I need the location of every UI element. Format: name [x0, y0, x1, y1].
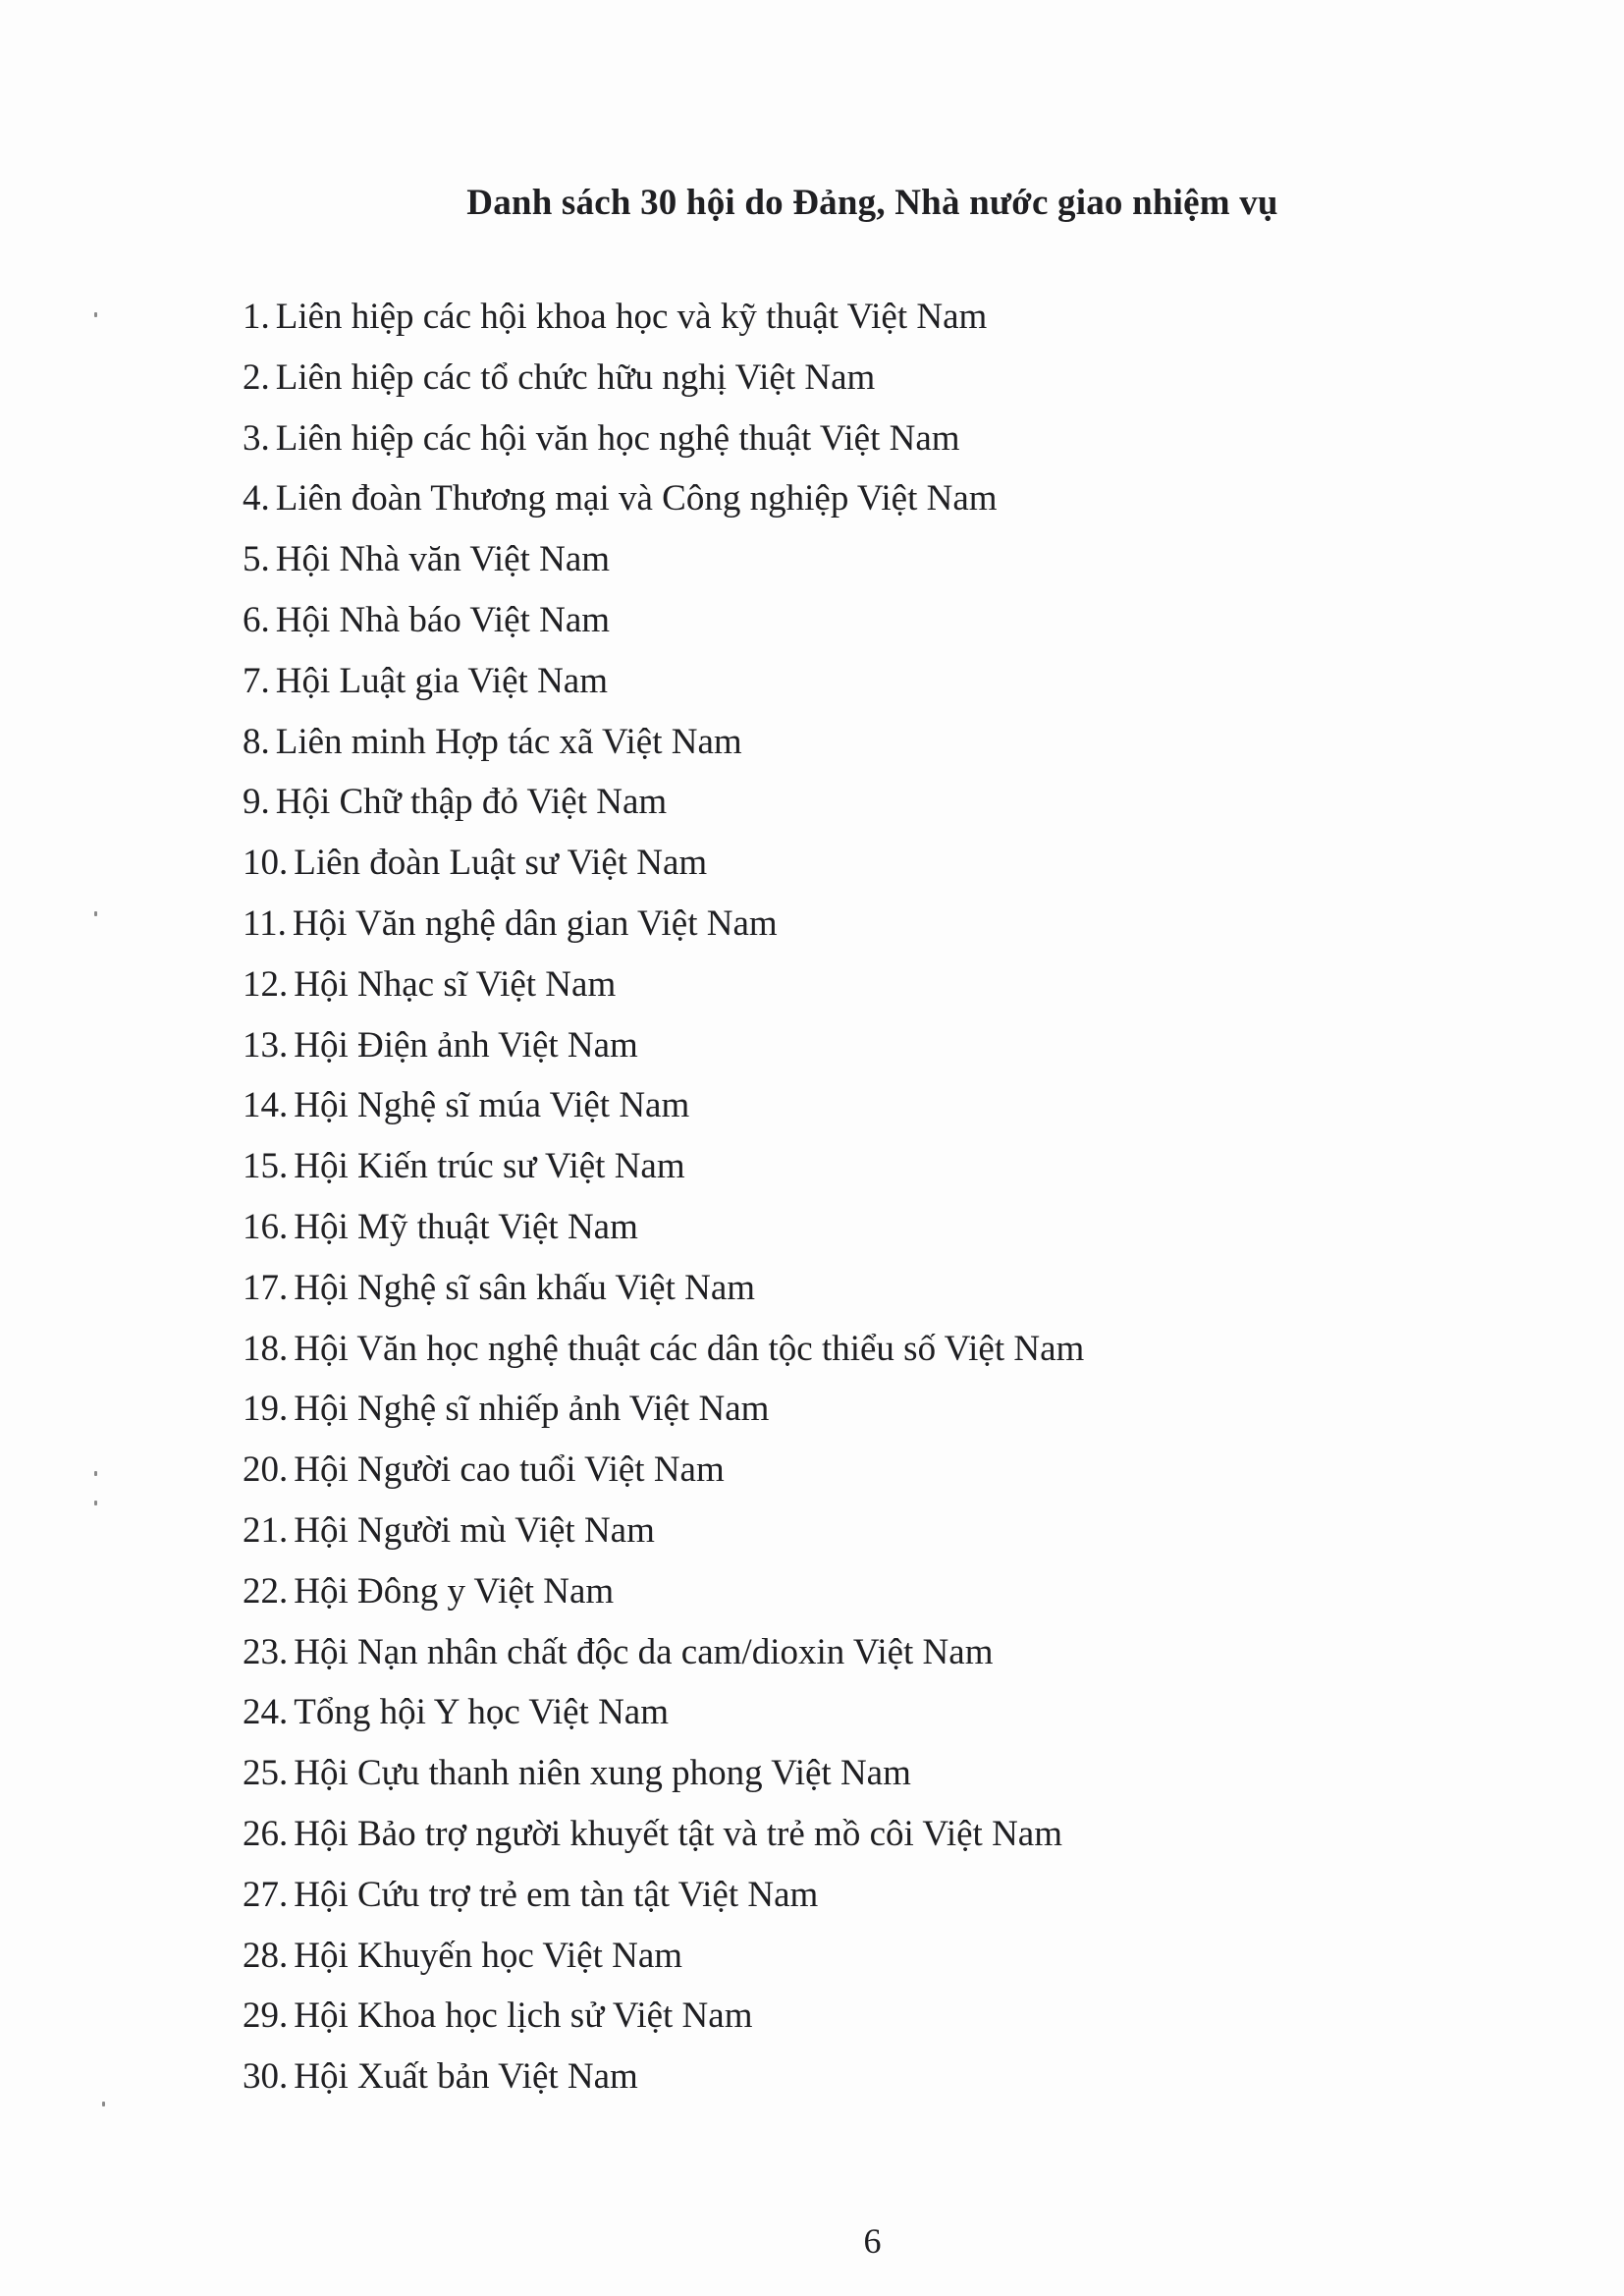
page-number: 6 [863, 2221, 882, 2261]
list-item [243, 1743, 1084, 1804]
list-item-number: 12. [243, 963, 289, 1005]
list-item [243, 1804, 1084, 1865]
list-item-number: 14. [243, 1085, 289, 1126]
list-item [243, 894, 1084, 955]
list-item-text: Hội Khuyến học Việt Nam [294, 1935, 683, 1976]
list-item-number: 10. [243, 843, 289, 884]
list-item-number: 15. [243, 1146, 289, 1187]
list-item [243, 1682, 1084, 1743]
list-item [243, 833, 1084, 894]
list-item [243, 1075, 1084, 1136]
list-item [243, 1379, 1084, 1440]
list-item-number: 19. [243, 1389, 289, 1430]
list-item-number: 8. [243, 721, 270, 762]
list-item-number: 6. [243, 599, 270, 640]
list-item-text: Hội Luật gia Việt Nam [275, 660, 608, 701]
list-item-number: 27. [243, 1874, 289, 1915]
list-item [243, 651, 1084, 712]
scan-speck [94, 911, 97, 916]
list-item-number: 3. [243, 417, 270, 459]
list-item-number: 21. [243, 1509, 289, 1551]
list-item [243, 1015, 1084, 1076]
list-item [243, 1926, 1084, 1987]
list-item-text: Hội Văn nghệ dân gian Việt Nam [292, 902, 778, 944]
list-item-number: 5. [243, 539, 270, 580]
list-item-text: Hội Nhà báo Việt Nam [275, 599, 611, 640]
list-item [243, 590, 1084, 651]
list-item-number: 16. [243, 1206, 289, 1247]
scan-speck [94, 312, 97, 317]
list-item [243, 1136, 1084, 1197]
list-item-number: 25. [243, 1753, 289, 1794]
list-item [243, 529, 1084, 590]
list-item [243, 1319, 1084, 1380]
list-item-number: 4. [243, 478, 270, 519]
list-item-text: Hội Chữ thập đỏ Việt Nam [275, 782, 668, 823]
list-item-text: Hội Nạn nhân chất độc da cam/dioxin Việt Nam [294, 1631, 994, 1672]
list-item-text: Hội Kiến trúc sư Việt Nam [294, 1146, 685, 1187]
list-item [243, 409, 1084, 469]
list-item-number: 7. [243, 660, 270, 701]
list-item-text: Liên hiệp các tổ chức hữu nghị Việt Nam [275, 356, 876, 398]
list-item [243, 1197, 1084, 1258]
list-item-text: Hội Nhạc sĩ Việt Nam [294, 963, 617, 1005]
list-item-number: 26. [243, 1813, 289, 1854]
list-item-text: Hội Khoa học lịch sử Việt Nam [294, 1995, 753, 2037]
scan-speck [102, 2102, 105, 2106]
list-item-number: 30. [243, 2056, 289, 2098]
list-item-text: Liên đoàn Luật sư Việt Nam [294, 843, 708, 884]
list-item-text: Hội Người cao tuổi Việt Nam [294, 1449, 725, 1491]
list-item-text: Hội Nghệ sĩ nhiếp ảnh Việt Nam [294, 1389, 770, 1430]
list-item [243, 287, 1084, 348]
list-item-text: Tổng hội Y học Việt Nam [294, 1692, 670, 1733]
list-item-number: 1. [243, 297, 270, 337]
list-item-number: 13. [243, 1024, 289, 1066]
list-item-number: 17. [243, 1267, 289, 1308]
list-item-number: 2. [243, 356, 270, 398]
list-item-text: Hội Nhà văn Việt Nam [275, 539, 611, 580]
list-item [243, 1561, 1084, 1622]
list-item [243, 348, 1084, 409]
list-item-text: Hội Người mù Việt Nam [294, 1509, 655, 1551]
list-item [243, 1622, 1084, 1683]
scan-speck [94, 1501, 97, 1505]
list-item-text: Hội Cứu trợ trẻ em tàn tật Việt Nam [294, 1874, 819, 1915]
list-item-text: Hội Nghệ sĩ sân khấu Việt Nam [294, 1267, 756, 1308]
list-item-number: 23. [243, 1631, 289, 1672]
list-item [243, 468, 1084, 529]
list-item-text: Hội Đông y Việt Nam [294, 1570, 615, 1612]
scan-speck [94, 1471, 97, 1476]
list-item [243, 1501, 1084, 1561]
list-item-text: Hội Bảo trợ người khuyết tật và trẻ mồ côi Việt Nam [294, 1813, 1063, 1854]
list-item [243, 772, 1084, 833]
list-item-text: Hội Cựu thanh niên xung phong Việt Nam [294, 1753, 911, 1794]
list-item-number: 29. [243, 1995, 289, 2037]
list-item-number: 18. [243, 1328, 289, 1369]
list-item-number: 28. [243, 1935, 289, 1976]
list-item-text: Hội Văn học nghệ thuật các dân tộc thiểu số Việt Nam [294, 1328, 1085, 1369]
list-item-text: Liên hiệp các hội khoa học và kỹ thuật Việt Nam [275, 297, 988, 337]
list-item-text: Liên hiệp các hội văn học nghệ thuật Việt Nam [275, 417, 960, 459]
list-item-text: Hội Xuất bản Việt Nam [294, 2056, 638, 2098]
list-item-text: Hội Điện ảnh Việt Nam [294, 1024, 638, 1066]
list-item-text: Liên đoàn Thương mại và Công nghiệp Việt Nam [275, 478, 998, 519]
list-item-text: Hội Nghệ sĩ múa Việt Nam [294, 1085, 690, 1126]
list-item [243, 1440, 1084, 1501]
list-item [243, 1865, 1084, 1926]
list-item [243, 1258, 1084, 1319]
list-item-number: 24. [243, 1692, 289, 1733]
list-item-number: 20. [243, 1449, 289, 1491]
list-item [243, 955, 1084, 1015]
page-title: Danh sách 30 hội do Đảng, Nhà nước giao nhiệm vụ [466, 183, 1278, 223]
list-item [243, 1986, 1084, 2047]
list-item [243, 712, 1084, 773]
list-item-text: Liên minh Hợp tác xã Việt Nam [275, 721, 742, 762]
list-item-text: Hội Mỹ thuật Việt Nam [294, 1206, 638, 1247]
list-item [243, 2047, 1084, 2107]
list-item-number: 22. [243, 1570, 289, 1612]
organization-list [243, 287, 1084, 2107]
list-item-number: 9. [243, 782, 270, 823]
list-item-number: 11. [243, 902, 287, 944]
